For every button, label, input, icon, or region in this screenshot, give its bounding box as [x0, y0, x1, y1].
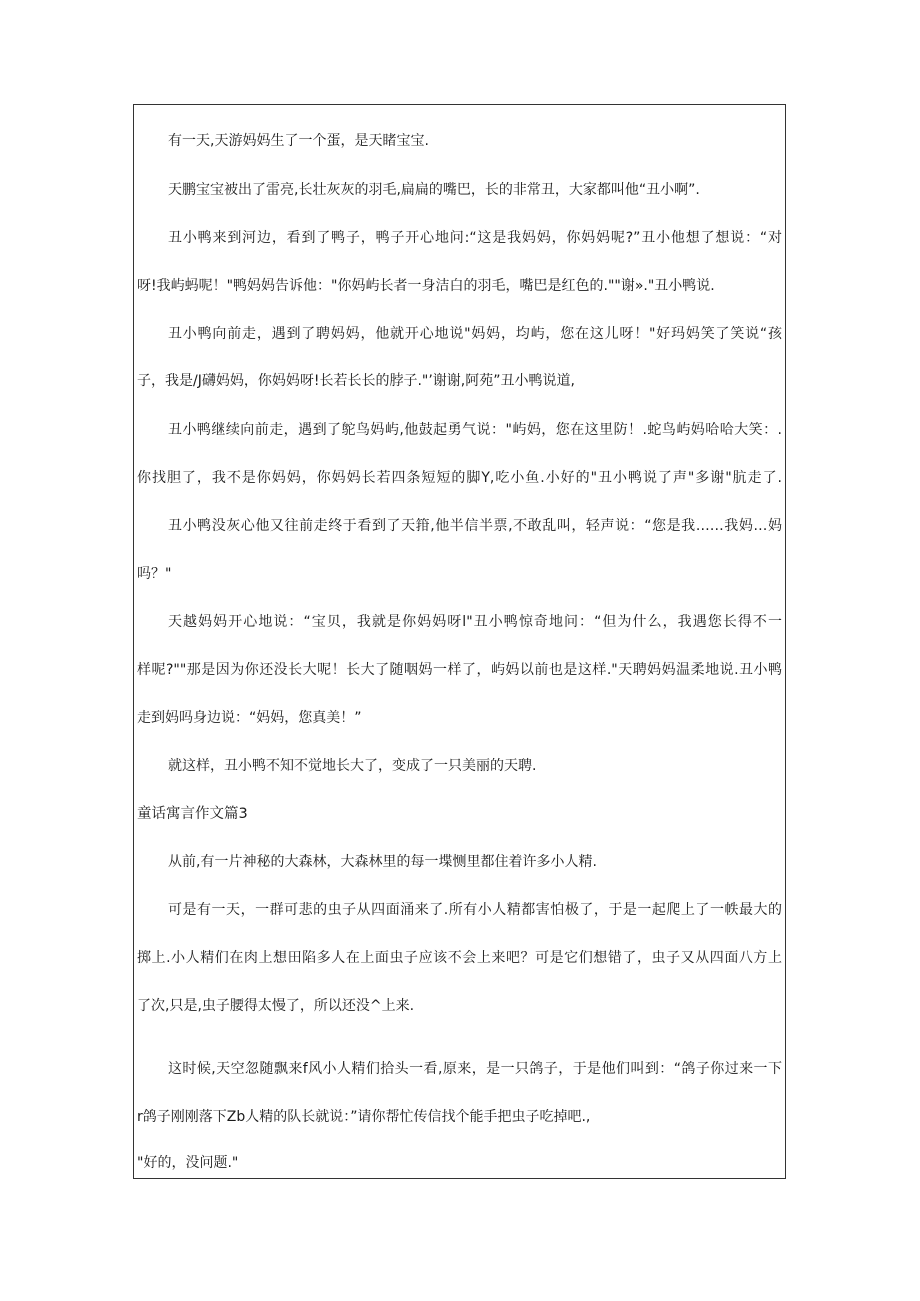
paragraph-line: 天鹏宝宝被出了雷亮,长壮灰灰的羽毛,扁扁的嘴巴，长的非常丑，大家都叫他“丑小啊”. — [168, 182, 700, 198]
document-frame — [133, 104, 786, 1179]
paragraph-line: 天越妈妈开心地说：“宝贝，我就是你妈妈呀l"丑小鸭惊奇地问：“但为什么，我遇您长得不一 — [168, 614, 782, 630]
paragraph-line: 样呢?""那是因为你还没长大呢！长大了随咽妈一样了，屿妈以前也是这样."天聘妈妈温柔地说.丑小鸭 — [137, 662, 782, 678]
paragraph-line: r鸽子刚刚落下Zb人精的队长就说：”请你帮忙传信找个能手把虫子吃掉吧., — [137, 1109, 591, 1125]
paragraph-line: 子，我是/J礴妈妈，你妈妈呀!长若长长的脖子."’谢谢,阿苑”丑小鸭说道, — [137, 373, 575, 389]
section-heading: 童话寓言作文篇3 — [137, 806, 248, 822]
paragraph-line: 这时候,天空忽随飘来f风小人精们拾头一看,原来，是一只鸽子，于是他们叫到：“鸽子你过来一下 — [168, 1061, 782, 1077]
paragraph-line: 可是有一天，一群可悲的虫子从四面涌来了.所有小人精都害怕极了，于是一起爬上了一帙最大的 — [168, 902, 782, 918]
paragraph-line: 丑小鸭继续向前走，遇到了鸵鸟妈屿,他鼓起勇气说："屿妈，您在这里防！.蛇鸟屿妈哈哈大笑：. — [168, 422, 782, 438]
paragraph-line: 就这样，丑小鸭不知不觉地长大了，变成了一只美丽的天聘. — [168, 758, 537, 774]
paragraph-line: 走到妈吗身边说：“妈妈，您真美！” — [137, 710, 362, 726]
paragraph-line: 丑小鸭来到河边，看到了鸭子，鸭子开心地问:“这是我妈妈，你妈妈呢?”丑小他想了想说：“对 — [168, 230, 782, 246]
paragraph-line: 了次,只是,虫子腰得太慢了，所以还没^上来. — [137, 998, 415, 1014]
paragraph-line: 有一天,天游妈妈生了一个蛋，是天睹宝宝. — [168, 133, 429, 149]
paragraph-line: 你找胆了，我不是你妈妈，你妈妈长若四条短短的脚Y,吃小鱼.小好的"丑小鸭说了声"多谢"肮走了. — [137, 470, 782, 486]
paragraph-line: 吗？" — [137, 566, 172, 582]
paragraph-line: 呀!我屿蚂呢！"鸭妈妈告诉他："你妈屿长者一身洁白的羽毛，嘴巴是红色的.""谢»."丑小鸭说. — [137, 278, 715, 294]
paragraph-line: 掷上.小人精们在肉上想田陷多人在上面虫子应该不会上来吧？可是它们想错了，虫子又从四面八方上 — [137, 950, 782, 966]
paragraph-line: 丑小鸭没灰心他又往前走终于看到了天箝,他半信半票,不敢乱叫，轻声说：“您是我……我妈…妈 — [168, 518, 782, 534]
paragraph-line: 丑小鸭向前走，遇到了聘妈妈，他就开心地说"妈妈，均屿，您在这儿呀！"好玛妈笑了笑说“孩 — [168, 326, 782, 342]
paragraph-line: 从前,有一片神秘的大森林，大森林里的每一堞恻里都住着许多小人精. — [168, 854, 597, 870]
paragraph-line: "好的，没问题." — [137, 1155, 239, 1171]
